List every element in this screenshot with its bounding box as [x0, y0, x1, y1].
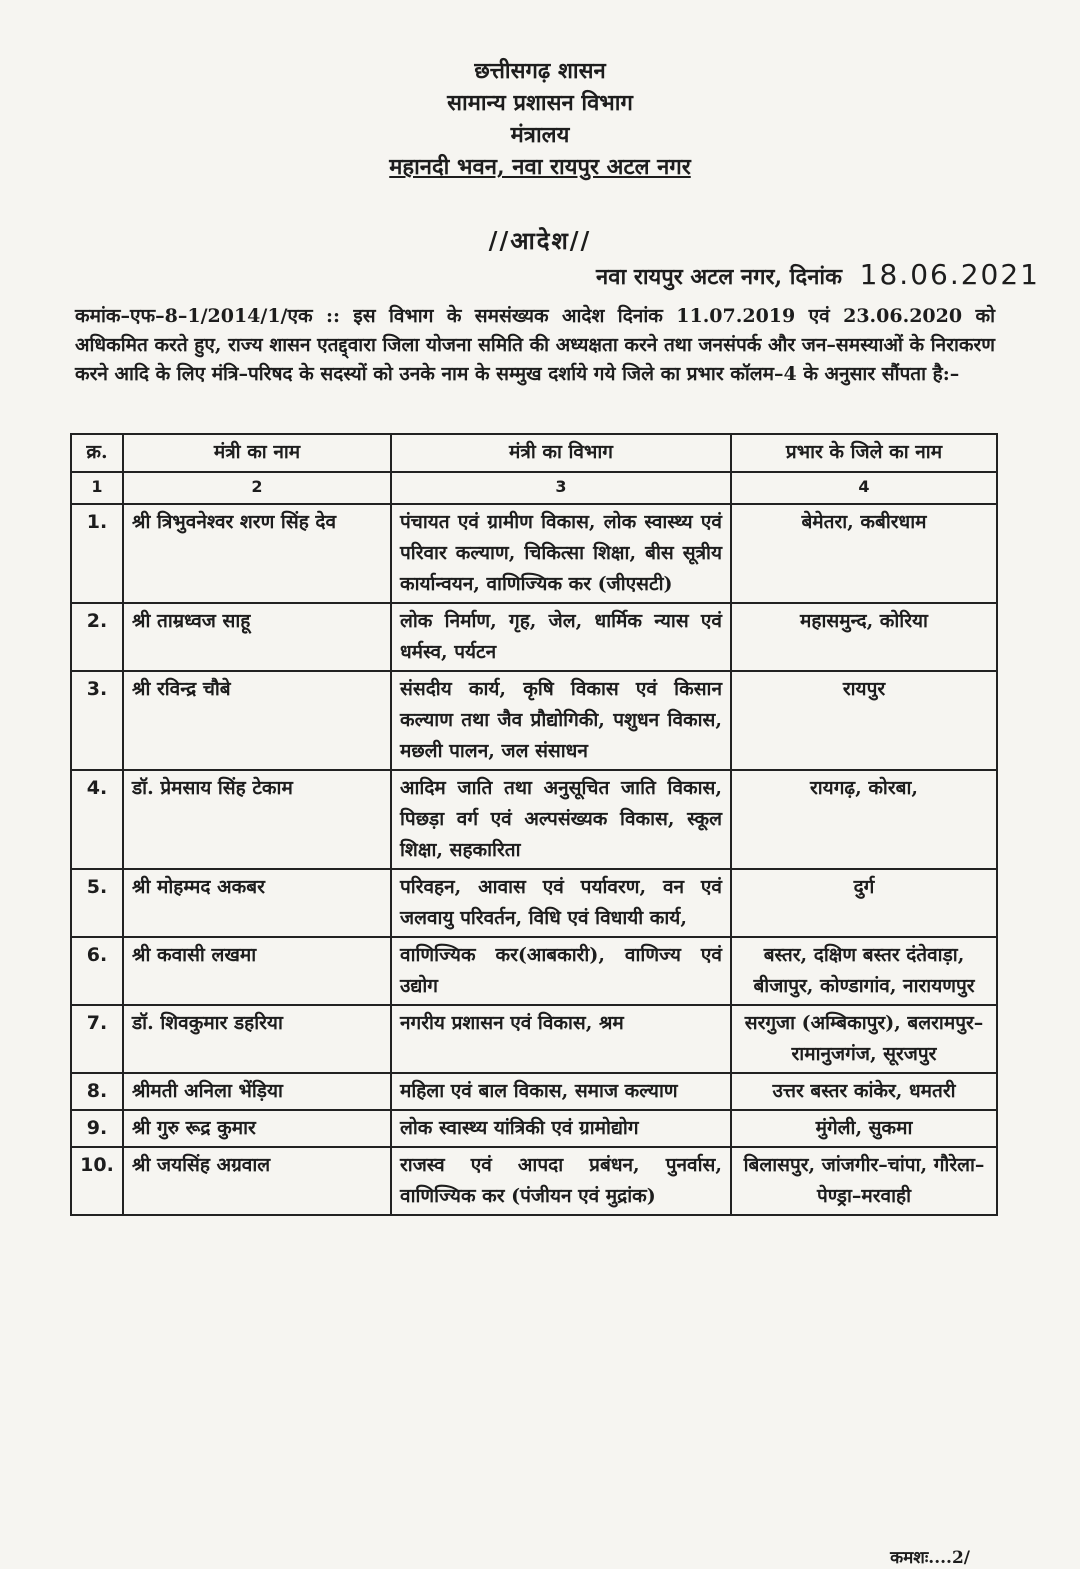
charge-districts: सरगुजा (अम्बिकापुर), बलरामपुर–रामानुजगंज, सूरजपुर — [731, 1005, 997, 1073]
minister-name: श्री मोहम्मद अकबर — [123, 869, 391, 937]
table-row — [71, 869, 997, 937]
minister-name: श्रीमती अनिला भेंड़िया — [123, 1073, 391, 1110]
table-row — [71, 1110, 997, 1147]
order-date: 18.06.2021 — [859, 258, 1040, 291]
serial-number: 8. — [71, 1073, 123, 1110]
minister-name: डॉ. शिवकुमार डहरिया — [123, 1005, 391, 1073]
header-name: मंत्री का नाम — [123, 434, 391, 472]
department-name: सामान्य प्रशासन विभाग — [447, 90, 633, 116]
charge-districts: रायपुर — [731, 671, 997, 770]
column-number-row — [71, 472, 997, 504]
minister-department: लोक स्वास्थ्य यांत्रिकी एवं ग्रामोद्योग — [391, 1110, 731, 1147]
table-header-row — [71, 434, 997, 472]
minister-charge-table — [70, 433, 998, 1216]
table-row — [71, 504, 997, 603]
header-dept: मंत्री का विभाग — [391, 434, 731, 472]
header-districts: प्रभार के जिले का नाम — [731, 434, 997, 472]
serial-number: 1. — [71, 504, 123, 603]
serial-number: 3. — [71, 671, 123, 770]
charge-districts: बस्तर, दक्षिण बस्तर दंतेवाड़ा, बीजापुर, कोण्डागांव, नारायणपुर — [731, 937, 997, 1005]
serial-number: 10. — [71, 1147, 123, 1215]
minister-name: श्री त्रिभुवनेश्वर शरण सिंह देव — [123, 504, 391, 603]
minister-name: श्री कवासी लखमा — [123, 937, 391, 1005]
minister-name: श्री रविन्द्र चौबे — [123, 671, 391, 770]
office-address: महानदी भवन, नवा रायपुर अटल नगर — [389, 154, 691, 180]
minister-department: महिला एवं बाल विकास, समाज कल्याण — [391, 1073, 731, 1110]
table-row — [71, 1005, 997, 1073]
table-row — [71, 1073, 997, 1110]
minister-department: संसदीय कार्य, कृषि विकास एवं किसान कल्याण तथा जैव प्रौद्योगिकी, पशुधन विकास, मछली पालन, जल संसाधन — [391, 671, 731, 770]
place-date-line — [596, 258, 1040, 291]
column-number: 1 — [71, 472, 123, 504]
letterhead — [0, 55, 1080, 183]
ministry-label: मंत्रालय — [510, 122, 570, 148]
charge-districts: बेमेतरा, कबीरधाम — [731, 504, 997, 603]
table-row — [71, 937, 997, 1005]
minister-department: राजस्व एवं आपदा प्रबंधन, पुनर्वास, वाणिज्यिक कर (पंजीयन एवं मुद्रांक) — [391, 1147, 731, 1215]
header-sn: क्र. — [71, 434, 123, 472]
minister-name: श्री गुरु रूद्र कुमार — [123, 1110, 391, 1147]
charge-districts: दुर्ग — [731, 869, 997, 937]
table-row — [71, 671, 997, 770]
minister-department: वाणिज्यिक कर(आबकारी), वाणिज्य एवं उद्योग — [391, 937, 731, 1005]
table-row — [71, 1147, 997, 1215]
column-number: 3 — [391, 472, 731, 504]
charge-districts: मुंगेली, सुकमा — [731, 1110, 997, 1147]
column-number: 4 — [731, 472, 997, 504]
column-number: 2 — [123, 472, 391, 504]
serial-number: 5. — [71, 869, 123, 937]
minister-department: पंचायत एवं ग्रामीण विकास, लोक स्वास्थ्य एवं परिवार कल्याण, चिकित्सा शिक्षा, बीस सूत्रीय कार्यान्वयन, वाणिज्यिक कर (जीएसटी) — [391, 504, 731, 603]
charge-districts: उत्तर बस्तर कांकेर, धमतरी — [731, 1073, 997, 1110]
minister-department: नगरीय प्रशासन एवं विकास, श्रम — [391, 1005, 731, 1073]
minister-name: श्री ताम्रध्वज साहू — [123, 603, 391, 671]
charge-districts: महासमुन्द, कोरिया — [731, 603, 997, 671]
minister-department: लोक निर्माण, गृह, जेल, धार्मिक न्यास एवं धर्मस्व, पर्यटन — [391, 603, 731, 671]
order-paragraph: कमांक–एफ–8–1/2014/1/एक :: इस विभाग के समसंख्यक आदेश दिनांक 11.07.2019 एवं 23.06.2020 को अधिकमित करते हुए, राज्य शासन एतद्द्वारा जिला योजना समिति की अध्यक्षता करने तथा जनसंपर्क और जन–समस्याओं के निराकरण करने आदि के लिए मंत्रि–परिषद के सदस्यों को उनके नाम के सम्मुख दर्शाये गये जिले का प्रभार कॉलम–4 के अनुसार सौंपता है:– — [75, 305, 995, 385]
table-row — [71, 603, 997, 671]
continuation-note: कमशः....2/ — [890, 1548, 970, 1568]
order-title: //आदेश// — [488, 226, 592, 255]
serial-number: 6. — [71, 937, 123, 1005]
charge-districts: बिलासपुर, जांजगीर–चांपा, गौरेला–पेण्ड्रा–मरवाही — [731, 1147, 997, 1215]
serial-number: 7. — [71, 1005, 123, 1073]
minister-name: श्री जयसिंह अग्रवाल — [123, 1147, 391, 1215]
serial-number: 2. — [71, 603, 123, 671]
serial-number: 4. — [71, 770, 123, 869]
minister-department: परिवहन, आवास एवं पर्यावरण, वन एवं जलवायु परिवर्तन, विधि एवं विधायी कार्य, — [391, 869, 731, 937]
charge-districts: रायगढ़, कोरबा, — [731, 770, 997, 869]
place-label: नवा रायपुर अटल नगर, दिनांक — [596, 264, 842, 290]
minister-name: डॉ. प्रेमसाय सिंह टेकाम — [123, 770, 391, 869]
table-row — [71, 770, 997, 869]
govt-name: छत्तीसगढ़ शासन — [474, 58, 606, 84]
minister-department: आदिम जाति तथा अनुसूचित जाति विकास, पिछड़ा वर्ग एवं अल्पसंख्यक विकास, स्कूल शिक्षा, सहकारिता — [391, 770, 731, 869]
serial-number: 9. — [71, 1110, 123, 1147]
